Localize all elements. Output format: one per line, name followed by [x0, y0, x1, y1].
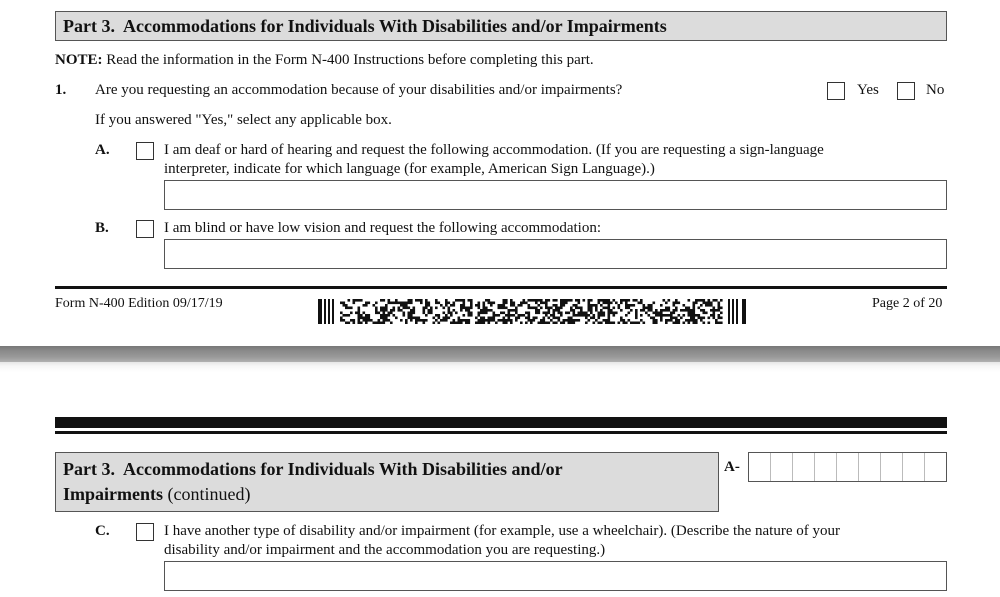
no-checkbox[interactable]	[897, 82, 915, 100]
footer-form-edition: Form N-400 Edition 09/17/19	[55, 296, 223, 311]
item-b-text: I am blind or have low vision and request the following accommodation:	[164, 220, 601, 236]
page-separator-shadow	[0, 362, 1000, 372]
item-a-accommodation-field[interactable]	[164, 180, 947, 210]
a-number-field[interactable]	[748, 452, 947, 482]
footer-page-number: Page 2 of 20	[872, 296, 943, 311]
item-a-text-line2: interpreter, indicate for which language (for example, American Sign Language).)	[164, 161, 655, 177]
item-c-text-line2: disability and/or impairment and the accommodation you are requesting.)	[164, 542, 606, 558]
item-a-checkbox[interactable]	[136, 142, 154, 160]
section-title-line1: Part 3. Accommodations for Individuals With Disabilities and/or	[63, 459, 563, 479]
item-a-letter: A.	[95, 142, 110, 158]
yes-checkbox[interactable]	[827, 82, 845, 100]
barcode	[318, 299, 752, 324]
a-number-cell	[770, 453, 792, 481]
item-c-checkbox[interactable]	[136, 523, 154, 541]
item-b-checkbox[interactable]	[136, 220, 154, 238]
a-number-cell	[749, 453, 770, 481]
item-a-text-line1: I am deaf or hard of hearing and request the following accommodation. (If you are requesting a sign-language	[164, 142, 824, 158]
item-b-letter: B.	[95, 220, 109, 236]
yes-label: Yes	[857, 82, 879, 98]
question-text: Are you requesting an accommodation because of your disabilities and/or impairments?	[95, 82, 623, 98]
a-number-cell	[836, 453, 858, 481]
a-number-cell	[880, 453, 902, 481]
question-number: 1.	[55, 82, 67, 98]
footer-rule	[55, 286, 947, 289]
note-line	[55, 51, 594, 70]
section-header-part3	[55, 11, 947, 41]
item-b-accommodation-field[interactable]	[164, 239, 947, 269]
no-label: No	[926, 82, 945, 98]
section-title-continued: (continued)	[167, 484, 251, 504]
top-rule-thin	[55, 431, 947, 434]
page-separator	[0, 346, 1000, 362]
section-title-line2: Impairments	[63, 484, 163, 504]
section-header-part3-continued	[55, 452, 719, 512]
a-number-cell	[814, 453, 836, 481]
a-number-cell	[792, 453, 814, 481]
section-title: Part 3. Accommodations for Individuals With Disabilities and/or Impairments	[63, 16, 667, 36]
item-c-text-line1: I have another type of disability and/or impairment (for example, use a wheelchair). (Describe the nature of your	[164, 523, 840, 539]
item-c-accommodation-field[interactable]	[164, 561, 947, 591]
a-number-cell	[858, 453, 880, 481]
note-text: Read the information in the Form N-400 Instructions before completing this part.	[106, 52, 594, 68]
if-yes-instruction: If you answered "Yes," select any applicable box.	[95, 112, 392, 128]
top-rule	[55, 417, 947, 428]
section-title-line2-wrap	[63, 484, 250, 505]
item-c-letter: C.	[95, 523, 110, 539]
a-number-cell	[924, 453, 946, 481]
a-number-cell	[902, 453, 924, 481]
a-number-label: A-	[724, 459, 740, 475]
note-label: NOTE:	[55, 52, 103, 68]
